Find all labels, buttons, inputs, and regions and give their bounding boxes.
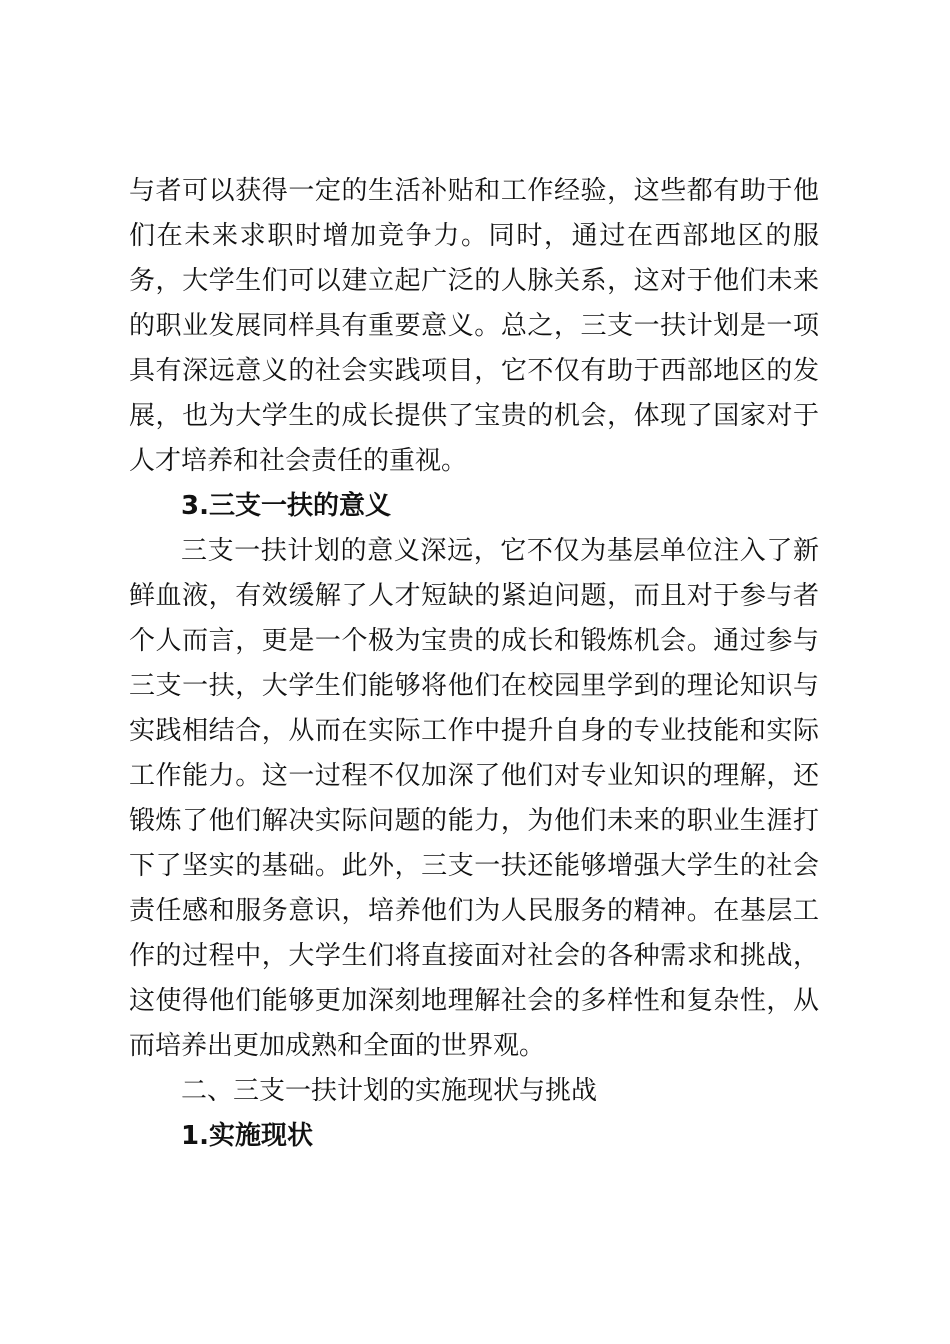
document-body	[129, 169, 819, 1159]
section-heading-status: 1.实施现状	[181, 1121, 313, 1151]
body-paragraph: 与者可以获得一定的生活补贴和工作经验，这些都有助于他们在未来求职时增加竞争力。同时，通过在西部地区的服务，大学生们可以建立起广泛的人脉关系，这对于他们未来的职业发展同样具有重要意义。总之，三支一扶计划是一项具有深远意义的社会实践项目，它不仅有助于西部地区的发展，也为大学生的成长提供了宝贵的机会，体现了国家对于人才培养和社会责任的重视。	[129, 176, 819, 476]
body-paragraph: 三支一扶计划的意义深远，它不仅为基层单位注入了新鲜血液，有效缓解了人才短缺的紧迫问题，而且对于参与者个人而言，更是一个极为宝贵的成长和锻炼机会。通过参与三支一扶，大学生们能够将他们在校园里学到的理论知识与实践相结合，从而在实际工作中提升自身的专业技能和实际工作能力。这一过程不仅加深了他们对专业知识的理解，还锻炼了他们解决实际问题的能力，为他们未来的职业生涯打下了坚实的基础。此外，三支一扶还能够增强大学生的社会责任感和服务意识，培养他们为人民服务的精神。在基层工作的过程中，大学生们将直接面对社会的各种需求和挑战，这使得他们能够更加深刻地理解社会的多样性和复杂性，从而培养出更加成熟和全面的世界观。	[129, 536, 819, 1061]
chapter-heading: 二、三支一扶计划的实施现状与挑战	[181, 1076, 598, 1106]
section-heading-significance: 3.三支一扶的意义	[181, 491, 391, 521]
